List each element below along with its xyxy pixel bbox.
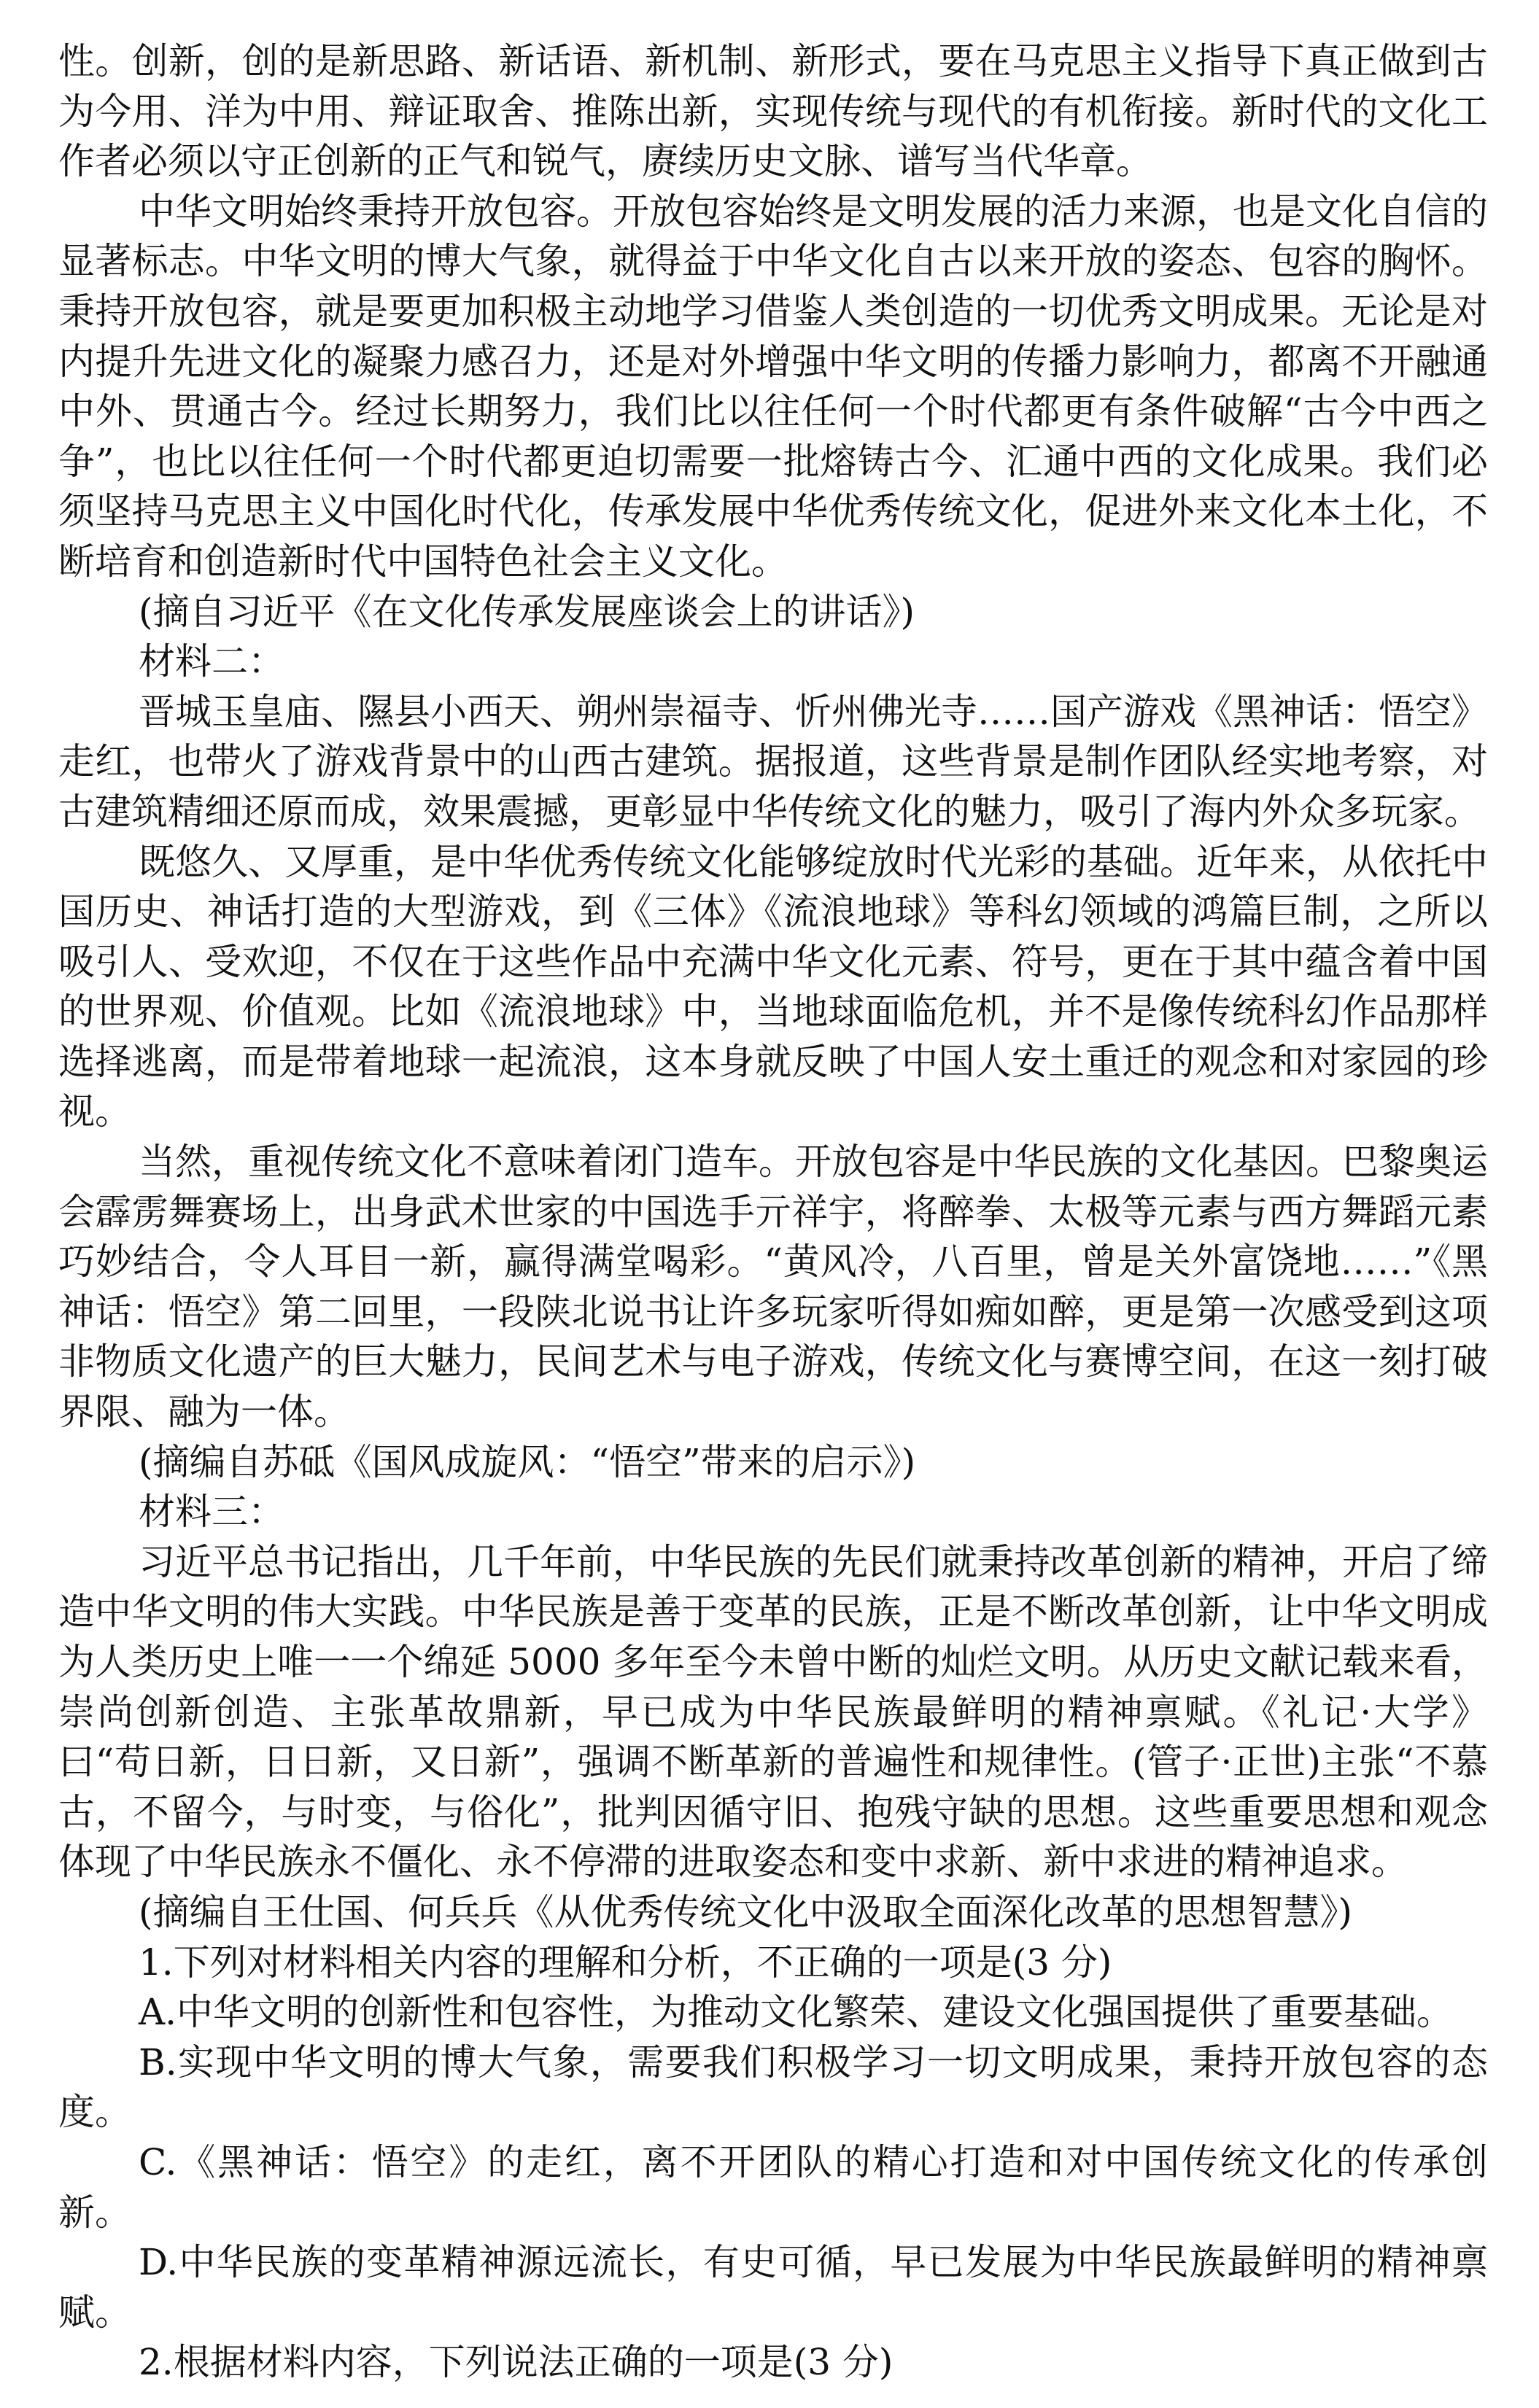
material-2-heading: 材料二： bbox=[139, 640, 284, 683]
paragraph-wukong-ancient-buildings: 晋城玉皇庙、隰县小西天、朔州崇福寺、忻州佛光寺……国产游戏《黑神话：悟空》走红，也带火了游戏背景中的山西古建筑。据报道，这些背景是制作团队经实地考察，对古建筑精细还原而成，效果震撼，更彰显中华传统文化的魅力，吸引了海内外众多玩家。 bbox=[58, 690, 1488, 833]
source-citation-1: (摘自习近平《在文化传承发展座谈会上的讲话》) bbox=[139, 590, 915, 633]
source-citation-2: (摘编自苏砥《国风成旋风：“悟空”带来的启示》) bbox=[139, 1440, 916, 1483]
question-1-option-c: C.《黑神话：悟空》的走红，离不开团队的精心打造和对中国传统文化的传承创新。 bbox=[58, 2140, 1488, 2234]
source-citation-3: (摘编自王仕国、何兵兵《从优秀传统文化中汲取全面深化改革的思想智慧》) bbox=[139, 1890, 1353, 1933]
paragraph-tradition-foundation: 既悠久、又厚重，是中华优秀传统文化能够绽放时代光彩的基础。近年来，从依托中国历史、神话打造的大型游戏，到《三体》《流浪地球》等科幻领域的鸿篇巨制，之所以吸引人、受欢迎，不仅在于这些作品中充满中华文化元素、符号，更在于其中蕴含着中国的世界观、价值观。比如《流浪地球》中，当地球面临危机，并不是像传统科幻作品那样选择逃离，而是带着地球一起流浪，这本身就反映了中国人安土重迁的观念和对家园的珍视。 bbox=[58, 840, 1488, 1133]
paragraph-reform-innovation: 习近平总书记指出，几千年前，中华民族的先民们就秉持改革创新的精神，开启了缔造中华文明的伟大实践。中华民族是善于变革的民族，正是不断改革创新，让中华文明成为人类历史上唯一一个绵延 5000 多年至今未曾中断的灿烂文明。从历史文献记载来看，崇尚创新创造、主张革故鼎新，早已成为中华民族最鲜明的精神禀赋。《礼记·大学》曰“苟日新，日日新，又日新”，强调不断革新的普遍性和规律性。(管子·正世)主张“不慕古，不留今，与时变，与俗化”，批判因循守旧、抱残守缺的思想。这些重要思想和观念体现了中华民族永不僵化、永不停滞的进取姿态和变中求新、新中求进的精神追求。 bbox=[58, 1540, 1488, 1884]
material-3-heading: 材料三： bbox=[139, 1491, 284, 1534]
question-1-option-d: D.中华民族的变革精神源远流长，有史可循，早已发展为中华民族最鲜明的精神禀赋。 bbox=[58, 2241, 1488, 2334]
question-1-option-a: A.中华文明的创新性和包容性，为推动文化繁荣、建设文化强国提供了重要基础。 bbox=[139, 1991, 1454, 2034]
document-page bbox=[58, 36, 1488, 2388]
paragraph-open-inclusive: 中华文明始终秉持开放包容。开放包容始终是文明发展的活力来源，也是文化自信的显著标志。中华文明的博大气象，就得益于中华文化自古以来开放的姿态、包容的胸怀。秉持开放包容，就是要更加积极主动地学习借鉴人类创造的一切优秀文明成果。无论是对内提升先进文化的凝聚力感召力，还是对外增强中华文明的传播力影响力，都离不开融通中外、贯通古今。经过长期努力，我们比以往任何一个时代都更有条件破解“古今中西之争”，也比以往任何一个时代都更迫切需要一批熔铸古今、汇通中西的文化成果。我们必须坚持马克思主义中国化时代化，传承发展中华优秀传统文化，促进外来文化本土化，不断培育和创造新时代中国特色社会主义文化。 bbox=[58, 190, 1488, 583]
paragraph-openness-gene: 当然，重视传统文化不意味着闭门造车。开放包容是中华民族的文化基因。巴黎奥运会霹雳舞赛场上，出身武术世家的中国选手亓祥宇，将醉拳、太极等元素与西方舞蹈元素巧妙结合，令人耳目一新，赢得满堂喝彩。“黄风冷，八百里，曾是关外富饶地……”《黑神话：悟空》第二回里，一段陕北说书让许多玩家听得如痴如醉，更是第一次感受到这项非物质文化遗产的巨大魅力，民间艺术与电子游戏，传统文化与赛博空间，在这一刻打破界限、融为一体。 bbox=[58, 1141, 1488, 1434]
question-1-stem: 1.下列对材料相关内容的理解和分析，不正确的一项是(3 分) bbox=[139, 1941, 1112, 1984]
question-2-stem: 2.根据材料内容，下列说法正确的一项是(3 分) bbox=[139, 2341, 893, 2384]
question-1-option-b: B.实现中华文明的博大气象，需要我们积极学习一切文明成果，秉持开放包容的态度。 bbox=[58, 2040, 1488, 2134]
paragraph-continued: 性。创新，创的是新思路、新话语、新机制、新形式，要在马克思主义指导下真正做到古为今用、洋为中用、辩证取舍、推陈出新，实现传统与现代的有机衔接。新时代的文化工作者必须以守正创新的正气和锐气，赓续历史文脉、谱写当代华章。 bbox=[58, 40, 1488, 183]
